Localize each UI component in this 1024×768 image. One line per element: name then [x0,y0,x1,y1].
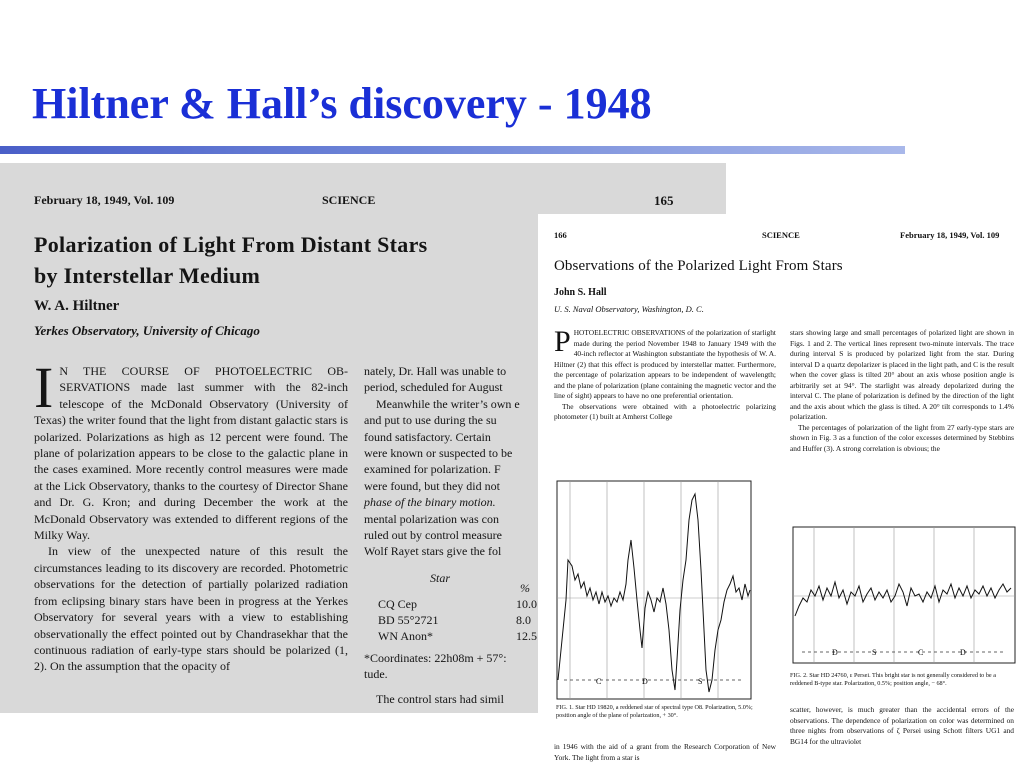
right-header-page: 166 [554,230,567,240]
col2-last-line: The control stars had simil [376,691,504,706]
col2-line: were found, but they did not [364,478,500,493]
left-header-date: February 18, 1949, Vol. 109 [34,193,175,207]
star-name: BD 55°2721 [378,612,439,627]
right-header-journal: SCIENCE [762,230,800,240]
col2-line: nately, Dr. Hall was unable to [364,364,507,378]
hiltner-column-2 [364,363,564,707]
col2-line: Meanwhile the writer’s own e [376,396,520,411]
star-name: WN Anon* [378,628,433,643]
paragraph-2: In view of the unexpected nature of this result the circumstances leading to its discovery are recorded. Photometric observations for the detection of partially polarized radiation from eclipsing binary stars have been in progress at the Yerkes Observatory for several years with a view to establishing observationally the effect pointed out by Chandrasekhar that the continuous radiation of early-type stars should be polarized (1, 2). On the assumption that the opacity of [34,544,348,674]
hall-bottom-left-text: in 1946 with the aid of a grant from the Research Corporation of New York. The light from a star is [554,742,776,762]
table-header-percent: % [520,580,530,595]
figure-2-label-d2: D [960,648,966,657]
figure-1-label-c: C [596,677,602,686]
figure-1-label-s: S [698,677,703,686]
star-table [370,568,564,644]
col2-line: period, scheduled for August [364,380,503,395]
hall-col2-paragraph-2: The percentages of polarization of the light from 27 early-type stars are shown in Fig. 3 as a function of the color excesses determined by Stebbins and Huffer (3). A strong correlation is obvious; the [790,422,1014,453]
star-value: 10.0 [516,596,537,611]
figure-1-label-d: D [642,677,648,686]
star-name: CQ Cep [378,596,417,611]
col2-line: and put to use during the su [364,413,497,428]
title-line-1: Polarization of Light From Distant Stars [34,232,428,257]
col2-line: ruled out by control measure [364,528,502,543]
star-value: 8.0 [516,612,531,627]
figure-1-trace [556,480,752,700]
right-header-date: February 18, 1949, Vol. 109 [900,230,1000,240]
table-row [370,628,564,644]
col2-line: examined for polarization. F [364,462,501,477]
figure-2-label-d: D [832,648,838,657]
col2-line: mental polarization was con [364,511,499,526]
star-value: 12.5 [516,628,537,643]
col2-line: found satisfactory. Certain [364,429,491,444]
table-footnote-2: tude. [364,667,388,682]
figure-2-caption: FIG. 2. Star HD 24760, ε Persei. This bright star is not generally considered to be a reddened B-type star. Polarization, 0.5%; position angle, − 68°. [790,672,996,687]
hall-col2-paragraph-1: stars showing large and small percentages of polarized light are shown in Figs. 1 and 2. The vertical lines represent two-minute intervals. The trace during interval S is produced by polarized light from the star. During interval D a quartz depolarizer is placed in the light path, and C is the result when the cover glass is tilted 20° about an axis whose position angle is arbitrarily set at 94°. The starlight was already depolarized during the interval C. The plane of polarization is defined by the direction of the light and the axis about which the glass is tilted. A 20° tilt corresponds to 1.4% polarization. [790,328,1014,421]
title-underline-bar [0,146,905,154]
hall-bottom-right-text: scatter, however, is much greater than the accidental errors of the observations. The dependence of polarization on color was determined on three nights from observations of ζ Persei using Schott filters UG1 and BG14 for the ultraviolet [790,705,1014,746]
drop-cap: I [34,355,54,420]
left-header-journal: SCIENCE [322,193,376,207]
hall-article-title: Observations of the Polarized Light From Stars [554,258,843,274]
hiltner-column-1 [34,355,348,675]
figure-2-trace [792,526,1016,664]
figure-1-caption: FIG. 1. Star HD 19820, a reddened star of spectral type O8. Polarization, 5.0%; position angle of the plane of polarization, + 30°. [556,704,753,719]
title-line-2: by Interstellar Medium [34,263,261,288]
hall-paragraph-1: HOTOELECTRIC OBSERVATIONS of the polarization of starlight made during the period November 1948 to January 1949 with the 40-inch reflector at Washington substantiate the hypothesis of W. A. Hiltner (2) that this effect is produced by interstellar matter. Furthermore, the percentage of polarization appears to be independent of wavelength; and the plane of polarization (plane containing the magnetic vector and the line of sight) appears to have no one preferential orientation. [554,328,776,400]
figure-2-label-c: C [918,648,924,657]
table-row [370,596,564,612]
hall-column-1 [554,325,776,423]
hall-affiliation: U. S. Naval Observatory, Washington, D. C. [554,304,704,314]
slide-title: Hiltner & Hall’s discovery - 1948 [32,79,652,128]
hall-article-scan [538,214,1024,768]
hiltner-affiliation: Yerkes Observatory, University of Chicago [34,323,260,338]
hall-column-2 [790,328,1014,454]
table-row [370,612,564,628]
left-header-page: 165 [654,193,674,208]
hall-author: John S. Hall [554,287,607,298]
table-footnote: *Coordinates: 22h08m + 57°: [364,650,507,665]
table-header-star: Star [430,570,451,585]
col2-line: were known or suspected to be [364,446,513,461]
hiltner-article-title [34,229,514,291]
figure-2-label-s: S [872,648,877,657]
col2-line: Wolf Rayet stars give the fol [364,544,502,559]
hall-paragraph-2: The observations were obtained with a photoelectric polarizing photometer (1) built at Amherst College [554,401,776,421]
hiltner-author: W. A. Hiltner [34,298,120,314]
drop-cap: P [554,325,571,358]
paragraph-1: N THE COURSE OF PHOTOELECTRIC OB- SERVATIONS made last summer with the 82-inch telescope of the McDonald Observatory (University of Texas) the writer found that the light from distant galactic stars is polarized. Polarizations as high as 12 percent were found. The plane of polarization appears to be close to the galactic plane in the cases examined. More recently control measures were made at the Lick Observatory, thanks to the courtesy of Director Shane and Dr. G. Kron; and during December the work at the McDonald Observatory was extended to different regions of the Milky Way. [34,364,348,543]
col2-line: phase of the binary motion. [364,495,496,510]
